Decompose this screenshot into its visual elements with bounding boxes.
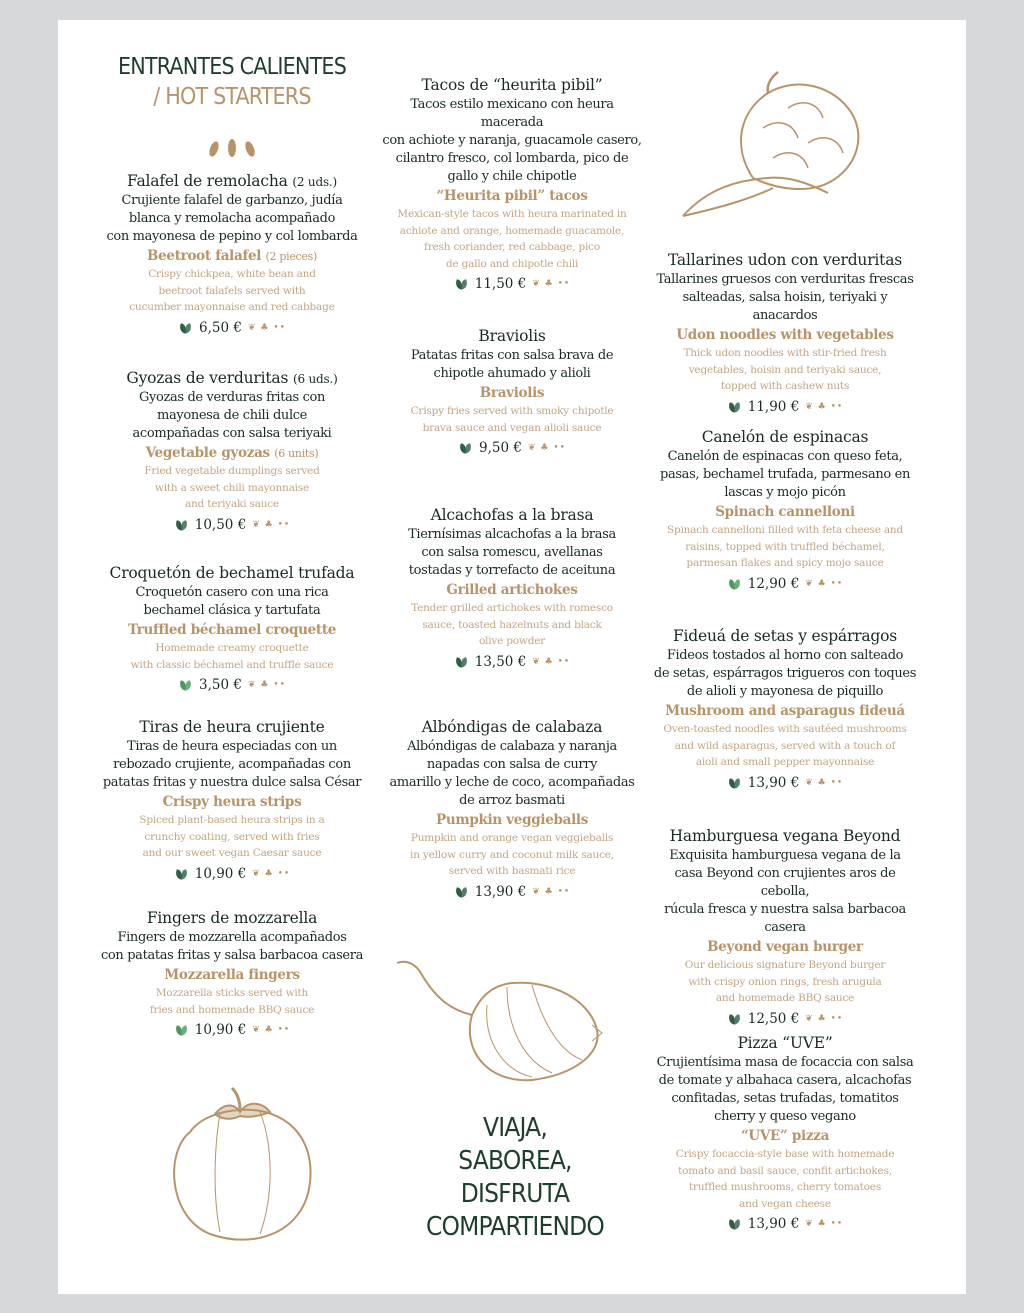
item-name-text: Alcachofas a la brasa [430,506,594,524]
item-name-en [72,966,392,985]
item-name [72,369,392,389]
item-name-text: Fingers de mozzarella [146,909,318,927]
allergen-icons: ❦ ♣ •• [805,401,844,412]
item-description-es: con achiote y naranja, guacamole casero, [382,133,642,148]
menu-item [650,827,920,1027]
price-row [650,399,920,415]
item-description-en: Spiced plant-based heura strips in a [139,814,325,826]
item-description-es: mayonesa de chili dulce [156,408,308,423]
item-name-text: Tacos de “heurita pibil” [421,76,603,94]
item-name [382,76,642,96]
item-name [650,827,920,847]
price-row [382,654,642,670]
item-description-en: Homemade creamy croquette [155,642,309,654]
item-description-en: with a sweet chili mayonnaise [154,481,310,494]
item-description-en: and vegan cheese [739,1197,831,1210]
item-name-en-text: Braviolis [479,385,545,401]
item-name-text: Tallarines udon con verduritas [667,251,903,269]
allergen-icons: ❦ ♣ •• [248,680,286,690]
item-description-es: de setas, espárragos trigueros con toques [653,666,917,681]
item-name-en [72,621,392,640]
item-name-en [650,1127,920,1146]
item-name-en [382,811,642,830]
item-name-text: Pizza “UVE” [737,1034,833,1052]
allergen-icons: ❦ ♣ •• [252,1025,291,1035]
item-description-es: patatas fritas y nuestra dulce salsa César [102,775,362,790]
item-name-en [650,326,920,345]
item-name [382,718,642,738]
item-description-es: lascas y mojo picón [724,485,846,500]
vegan-leaf-icon [174,518,189,532]
menu-item [382,506,642,670]
item-name-en [382,384,642,403]
item-description-en: Pumpkin and orange vegan veggieballs [410,832,614,844]
item-name-en-text: Mozzarella fingers [164,967,300,983]
item-description-es: cherry y queso vegano [714,1109,856,1124]
item-description-en: Fried vegetable dumplings served [144,465,320,477]
menu-item [72,564,392,693]
item-description-es: tostadas y torrefacto de aceituna [408,563,616,578]
item-description-en: olive powder [478,635,546,647]
price-row [72,677,392,693]
item-description-en: Spinach cannelloni filled with feta cheese and [666,524,904,536]
allergen-icons: ❦ ♣ •• [805,777,844,788]
item-name-text: Albóndigas de calabaza [421,718,603,736]
price-row [72,1022,392,1038]
item-description-en: with classic béchamel and truffle sauce [130,658,334,671]
menu-item [650,627,920,791]
item-description-en: with crispy onion rings, fresh arugula [688,975,882,988]
item-description-es: Canelón de espinacas con queso feta, [667,449,903,464]
item-name-en [72,444,392,463]
vegan-leaf-icon [174,867,189,881]
item-description-es: Croquetón casero con una rica [135,585,329,600]
vegan-leaf-icon [727,776,742,790]
item-name-text: Braviolis [478,327,546,345]
three-leaves-icon [202,138,262,160]
item-description-en: fresh coriander, red cabbage, pico [424,241,600,253]
item-price: 11,90 € [747,398,800,415]
vegetarian-leaf-icon [178,678,193,692]
price-row [650,1011,920,1027]
item-qty-en: (6 units) [274,447,319,460]
price-row [72,517,392,533]
item-description-en: Mozzarella sticks served with [155,987,309,999]
menu-item [650,251,920,415]
item-description-es: de arroz basmati [459,793,565,808]
item-description-es: Crujientísima masa de focaccia con salsa [656,1055,914,1070]
item-name-en-text: Vegetable gyozas [145,445,270,461]
menu-item [382,718,642,900]
item-name-en [72,793,392,812]
menu-item [72,718,392,882]
allergen-icons: ❦ ♣ •• [528,443,566,453]
item-description-en: Tender grilled artichokes with romesco [411,602,613,614]
allergen-icons: ❦ ♣ •• [252,519,291,530]
item-name [72,564,392,584]
item-description-en: parmesan flakes and spicy mojo sauce [686,557,884,569]
item-description-es: rúcula fresca y nuestra salsa barbacoa casera [664,902,906,935]
item-price: 10,90 € [194,1022,247,1038]
allergen-icons: ❦ ♣ •• [248,322,286,333]
item-description-es: con salsa romescu, avellanas [421,545,603,560]
item-name-en-text: Mushroom and asparagus fideuá [665,703,905,719]
item-price: 3,50 € [199,677,242,693]
vegan-leaf-icon [454,885,469,899]
vegan-leaf-icon [727,1012,742,1026]
menu-item [72,369,392,533]
item-description-en: vegetables, hoisin and teriyaki sauce, [688,363,882,376]
item-name-text: Fideuá de setas y espárragos [672,627,898,645]
item-price: 13,90 € [747,1216,800,1232]
item-description-es: casa Beyond con crujientes aros de cebolla, [674,866,896,899]
item-description-en: Crispy focaccia-style base with homemade [675,1148,895,1160]
item-name-en-text: “UVE” pizza [740,1128,830,1144]
allergen-icons: ❦ ♣ •• [532,656,571,667]
item-description-en: raisins, topped with truffled béchamel, [685,540,885,553]
vegan-leaf-icon [727,1217,742,1231]
onion-illustration [392,955,607,1095]
item-description-es: Tiras de heura especiadas con un [127,739,337,754]
menu-item [382,76,642,292]
item-name-en-text: “Heurita pibil” tacos [436,188,588,204]
menu-item [650,1034,920,1232]
item-description-es: pasas, bechamel trufada, parmesano en [659,467,911,482]
item-description-en: aioli and small pepper mayonnaise [695,756,875,768]
item-name-en [650,938,920,957]
item-description-es: Crujiente falafel de garbanzo, judía [121,193,343,208]
item-name-text: Canelón de espinacas [701,428,869,446]
item-description-en: Oven-toasted noodles with sautéed mushrooms [663,723,907,735]
allergen-icons: ❦ ♣ •• [805,1013,844,1024]
menu-item [650,428,920,592]
item-qty: (2 uds.) [292,175,338,189]
section-title-en: / HOT STARTERS [153,84,311,110]
price-row [650,1216,920,1232]
item-name [382,327,642,347]
item-qty-en: (2 pieces) [265,250,317,263]
vegetarian-leaf-icon [174,1023,189,1037]
item-description-es: chipotle ahumado y alioli [433,366,591,381]
item-name-en-text: Crispy heura strips [162,794,302,810]
item-name-en [650,503,920,522]
item-price: 12,50 € [747,1010,800,1027]
item-name-en [72,247,392,266]
item-description-en: Mexican-style tacos with heura marinated in [397,208,627,220]
item-price: 12,90 € [747,575,800,592]
item-description-es: Tiernísimas alcachofas a la brasa [408,527,616,542]
item-name-en-text: Truffled béchamel croquette [127,622,337,638]
item-description-en: Thick udon noodles with stir-fried fresh [683,347,887,359]
menu-item [72,909,392,1038]
item-name [650,1034,920,1054]
item-description-es: bechamel clásica y tartufata [143,603,321,618]
menu-item [72,172,392,336]
item-description-es: salteadas, salsa hoisin, teriyaki y anacardos [682,290,888,323]
item-description-es: blanca y remolacha acompañado [128,211,336,226]
slogan-line-4: COMPARTIENDO [426,1212,604,1242]
allergen-icons: ❦ ♣ •• [805,578,844,589]
vegan-leaf-icon [454,655,469,669]
item-name-en-text: Udon noodles with vegetables [676,327,894,343]
section-title [72,52,392,112]
item-description-en: Our delicious signature Beyond burger [684,959,886,971]
vegan-leaf-icon [178,321,193,335]
item-description-en: Crispy fries served with smoky chipotle [410,405,614,417]
slogan-line-2: SABOREA, [458,1146,572,1176]
item-description-en: crunchy coating, served with fries [144,830,320,843]
item-description-es: Tallarines gruesos con verduritas frescas [656,272,914,287]
item-price: 13,50 € [474,653,527,670]
item-description-en: cucumber mayonnaise and red cabbage [129,301,335,313]
item-name [72,718,392,738]
item-description-en: topped with cashew nuts [720,380,850,392]
item-description-en: and wild asparagus, served with a touch of [674,739,896,752]
item-name [72,909,392,929]
item-name-en-text: Spinach cannelloni [715,504,855,520]
item-name [382,506,642,526]
item-description-en: tomato and basil sauce, confit artichokes, [678,1164,892,1177]
item-name [72,172,392,192]
item-name [650,627,920,647]
item-name-text: Hamburguesa vegana Beyond [669,827,901,845]
item-description-en: fries and homemade BBQ sauce [149,1003,315,1016]
item-description-es: amarillo y leche de coco, acompañadas [389,775,635,790]
price-row [72,866,392,882]
item-description-es: Exquisita hamburguesa vegana de la [669,848,901,863]
item-description-en: and homemade BBQ sauce [715,992,855,1004]
item-name-en-text: Grilled artichokes [446,582,578,598]
item-description-es: gallo y chile chipotle [447,169,577,184]
price-row [382,276,642,292]
item-description-en: achiote and orange, homemade guacamole, [399,224,625,237]
slogan [382,1112,648,1244]
item-name-text: Tiras de heura crujiente [139,718,325,736]
item-description-es: acompañadas con salsa teriyaki [132,426,332,441]
item-name-en-text: Pumpkin veggieballs [435,812,589,828]
item-name [650,428,920,448]
item-name-en [650,702,920,721]
item-name-text: Gyozas de verduritas [126,369,289,387]
item-name-en [382,187,642,206]
item-description-es: con patatas fritas y salsa barbacoa casera [100,948,364,963]
price-row [650,576,920,592]
slogan-line-3: DISFRUTA [460,1179,570,1209]
menu-item [382,327,642,456]
vegan-leaf-icon [727,400,742,414]
vegetarian-leaf-icon [727,577,742,591]
item-description-en: beetroot falafels served with [158,284,306,297]
item-price: 13,90 € [747,774,800,791]
item-description-en: de gallo and chipotle chili [445,257,579,270]
allergen-icons: ❦ ♣ •• [532,279,571,289]
item-description-es: Fideos tostados al horno con salteado [666,648,904,663]
item-description-en: Crispy chickpea, white bean and [148,268,316,280]
item-price: 13,90 € [474,883,527,900]
artichoke-illustration [678,68,874,228]
item-description-es: cilantro fresco, col lombarda, pico de [395,151,629,166]
item-name [650,251,920,271]
item-description-es: Tacos estilo mexicano con heura macerada [410,97,614,130]
price-row [382,884,642,900]
item-description-es: con mayonesa de pepino y col lombarda [106,229,358,244]
item-description-es: Albóndigas de calabaza y naranja [407,739,617,754]
item-description-es: de alioli y mayonesa de piquillo [686,684,884,699]
item-price: 6,50 € [199,319,242,336]
item-price: 10,90 € [194,865,247,882]
allergen-icons: ❦ ♣ •• [252,868,291,879]
item-description-es: Patatas fritas con salsa brava de [410,348,614,363]
allergen-icons: ❦ ♣ •• [532,886,571,897]
item-description-en: and our sweet vegan Caesar sauce [142,847,322,859]
allergen-icons: ❦ ♣ •• [805,1219,844,1229]
slogan-line-1: VIAJA, [483,1113,547,1143]
item-description-en: and teriyaki sauce [184,498,280,510]
item-name-en-text: Beyond vegan burger [707,939,863,955]
item-price: 11,50 € [474,276,527,292]
section-title-es: ENTRANTES CALIENTES [117,54,347,80]
item-description-es: rebozado crujiente, acompañadas con [113,757,351,772]
price-row [382,440,642,456]
item-name-text: Croquetón de bechamel trufada [109,564,355,582]
item-description-en: truffled mushrooms, cherry tomatoes [688,1181,882,1193]
item-description-es: napadas con salsa de curry [426,757,598,772]
item-price: 9,50 € [479,440,522,456]
vegan-leaf-icon [458,441,473,455]
item-name-en [382,581,642,600]
item-description-en: brava sauce and vegan alioli sauce [422,421,602,434]
item-description-en: sauce, toasted hazelnuts and black [422,618,602,631]
item-qty: (6 uds.) [292,372,338,386]
item-name-text: Falafel de remolacha [126,172,288,190]
item-description-es: de tomate y albahaca casera, alcachofas [658,1073,912,1088]
item-description-en: served with basmati rice [448,865,576,877]
item-description-en: in yellow curry and coconut milk sauce, [410,848,614,861]
item-description-es: Gyozas de verduras fritas con [138,390,326,405]
item-description-es: confitadas, setas trufadas, tomatitos [671,1091,899,1106]
tomato-illustration [160,1082,320,1247]
item-description-es: Fingers de mozzarella acompañados [117,930,347,945]
item-price: 10,50 € [194,516,247,533]
item-name-en-text: Beetroot falafel [147,248,262,264]
price-row [72,320,392,336]
vegan-leaf-icon [454,277,469,291]
price-row [650,775,920,791]
